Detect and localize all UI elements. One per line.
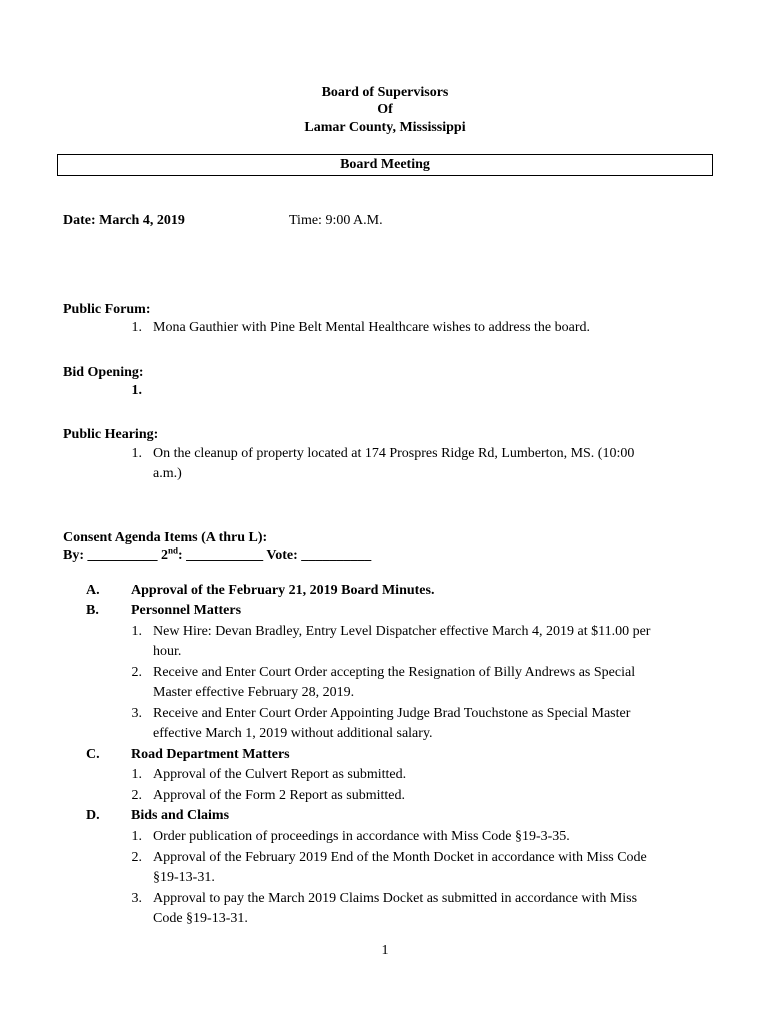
board-meeting-box: Board Meeting bbox=[57, 154, 713, 176]
section-letter: C. bbox=[86, 747, 100, 762]
section-title: Road Department Matters bbox=[131, 747, 290, 762]
list-number: 1. bbox=[131, 829, 142, 844]
header-title: Board of Supervisors bbox=[321, 85, 449, 100]
list-number: 1. bbox=[131, 446, 142, 461]
list-number: 2. bbox=[131, 665, 142, 680]
public-forum-heading: Public Forum: bbox=[63, 302, 151, 317]
list-number: 2. bbox=[131, 850, 142, 865]
list-number: 1. bbox=[131, 624, 142, 639]
meeting-time: Time: 9:00 A.M. bbox=[289, 213, 383, 228]
header-of: Of bbox=[377, 102, 393, 117]
list-item-line: Approval of the Culvert Report as submitted. bbox=[153, 767, 407, 782]
list-item: Mona Gauthier with Pine Belt Mental Healthcare wishes to address the board. bbox=[153, 320, 590, 335]
page-number: 1 bbox=[381, 943, 389, 958]
list-item-line: New Hire: Devan Bradley, Entry Level Dispatcher effective March 4, 2019 at $11.00 per bbox=[153, 624, 651, 639]
vote-by: By: __________ 2 bbox=[63, 548, 168, 563]
section-letter: B. bbox=[86, 603, 99, 618]
section-letter: D. bbox=[86, 808, 100, 823]
list-item-line: Receive and Enter Court Order Appointing Judge Brad Touchstone as Special Master bbox=[153, 706, 631, 721]
bid-opening-heading: Bid Opening: bbox=[63, 365, 144, 380]
vote-second-and-vote: : ___________ Vote: __________ bbox=[178, 548, 372, 563]
list-item-line: a.m.) bbox=[153, 466, 182, 481]
list-item-line: effective March 1, 2019 without additional salary. bbox=[153, 726, 433, 741]
list-item-line: Order publication of proceedings in accordance with Miss Code §19-3-35. bbox=[153, 829, 570, 844]
list-number: 3. bbox=[131, 891, 142, 906]
list-item-line: §19-13-31. bbox=[153, 870, 215, 885]
list-number: 1. bbox=[131, 320, 142, 335]
list-item-line: Code §19-13-31. bbox=[153, 911, 248, 926]
list-item-line: On the cleanup of property located at 174 Prospres Ridge Rd, Lumberton, MS. (10:00 bbox=[153, 446, 635, 461]
list-item-line: hour. bbox=[153, 644, 182, 659]
public-hearing-heading: Public Hearing: bbox=[63, 427, 159, 442]
list-item-line: Approval of the February 2019 End of the Month Docket in accordance with Miss Code bbox=[153, 850, 647, 865]
consent-vote-line bbox=[63, 547, 371, 565]
section-title: Personnel Matters bbox=[131, 603, 242, 618]
list-number: 1. bbox=[131, 767, 142, 782]
list-item-line: Master effective February 28, 2019. bbox=[153, 685, 355, 700]
meeting-date: Date: March 4, 2019 bbox=[63, 213, 185, 228]
section-title: Bids and Claims bbox=[131, 808, 230, 823]
consent-agenda-heading: Consent Agenda Items (A thru L): bbox=[63, 530, 268, 545]
header-county: Lamar County, Mississippi bbox=[304, 120, 466, 135]
list-number: 3. bbox=[131, 706, 142, 721]
section-title: Approval of the February 21, 2019 Board Minutes. bbox=[131, 583, 435, 598]
list-item-line: Approval of the Form 2 Report as submitted. bbox=[153, 788, 405, 803]
list-item-line: Receive and Enter Court Order accepting the Resignation of Billy Andrews as Special bbox=[153, 665, 636, 680]
list-item-line: Approval to pay the March 2019 Claims Docket as submitted in accordance with Miss bbox=[153, 891, 638, 906]
list-number: 1. bbox=[131, 383, 142, 398]
section-letter: A. bbox=[86, 583, 100, 598]
list-number: 2. bbox=[131, 788, 142, 803]
vote-second-sup: nd bbox=[168, 545, 179, 556]
